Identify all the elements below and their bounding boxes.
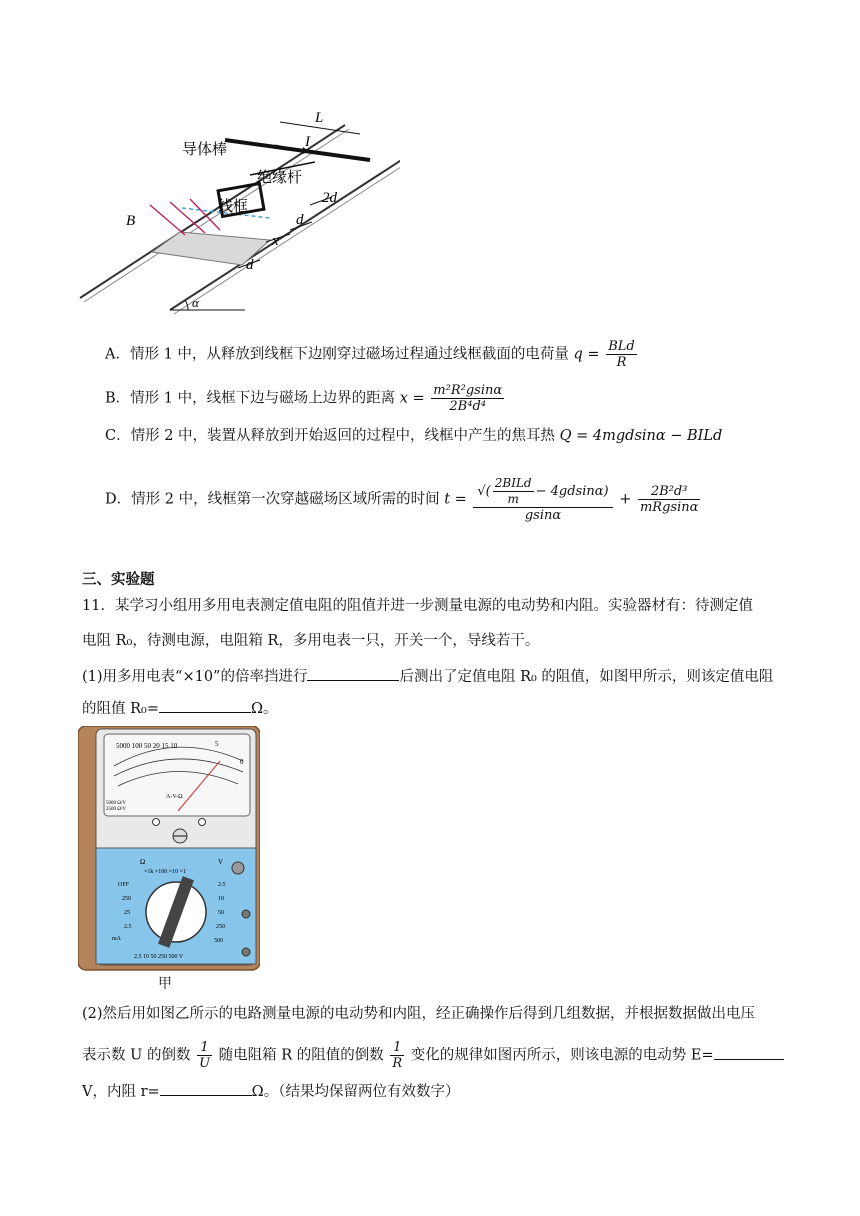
option-b-text: B．情形 1 中，线框下边与磁场上边界的距离	[105, 390, 396, 407]
q11-part1-line1	[82, 666, 773, 687]
label-i: I	[305, 134, 310, 150]
meter-off: OFF	[118, 882, 130, 888]
fraction-1-over-r	[390, 1040, 404, 1071]
option-d-fraction2	[638, 484, 700, 515]
label-d1: d	[296, 212, 304, 228]
meter-scale-five: 5	[215, 740, 219, 748]
blank-operation[interactable]	[307, 666, 399, 681]
section-title: 三、实验题	[82, 571, 155, 588]
blank-emf[interactable]	[714, 1045, 784, 1060]
option-c-formula: Q = 4mgdsinα − BILd	[559, 428, 723, 444]
meter-r10: 10	[218, 896, 224, 902]
meter-l250: 250	[122, 896, 131, 902]
option-b-numerator: m²R²gsinα	[433, 383, 503, 398]
label-2d: 2d	[322, 190, 337, 206]
q11-part2-line2	[82, 1040, 784, 1071]
multimeter-figure	[78, 726, 260, 974]
meter-scale-top: 5000 100 50 20 15 10	[116, 742, 178, 750]
option-a-text: A．情形 1 中，从释放到线框下边刚穿过磁场过程通过线框截面的电荷量	[105, 346, 569, 363]
option-a: A．情形 1 中，从释放到线框下边刚穿过磁场过程通过线框截面的电荷量 q = $\frac{\text{BLd}}{R}$	[105, 339, 635, 370]
option-b-var: x	[399, 390, 408, 407]
meter-r250: 250	[216, 924, 225, 930]
meter-bottom: 2.5 10 50 250 500 V	[134, 954, 184, 960]
label-x: x	[272, 233, 279, 249]
rails-figure	[70, 100, 400, 320]
meter-caption: 甲	[158, 975, 172, 991]
meter-l25: 25	[124, 910, 130, 916]
blank-internal-resistance[interactable]	[160, 1081, 252, 1096]
q11-part1-text-b: 后测出了定值电阻 R₀ 的阻值，如图甲所示，则该定值电阻	[399, 669, 774, 685]
q11-line1: 11．某学习小组用多用电表测定值电阻的阻值并进一步测量电源的电动势和内阻。实验器材有：待测定值	[82, 598, 753, 614]
frac1-den: U	[199, 1056, 211, 1071]
q11-part1-text-c: 的阻值 R₀=	[82, 701, 159, 717]
frac2-num: 1	[390, 1040, 404, 1056]
option-b-fraction	[431, 383, 504, 414]
option-d-var: t	[444, 491, 451, 508]
option-d-frac2-den: mRgsinα	[639, 500, 699, 515]
label-frame: 线框	[218, 199, 249, 215]
q11-part1-text-a: (1)用多用电表“×10”的倍率挡进行	[82, 669, 308, 685]
q11-part2-line3	[82, 1081, 459, 1102]
frac2-den: R	[392, 1056, 403, 1071]
option-a-denominator: R	[616, 355, 627, 370]
option-d-sqrt-tail: − 4gdsinα	[535, 484, 604, 499]
meter-mult: ×1k ×100 ×10 ×1	[144, 869, 187, 875]
option-a-fraction	[606, 339, 637, 370]
label-rod: 导体棒	[182, 142, 228, 158]
option-b-denominator: 2B⁴d⁴	[449, 399, 486, 414]
option-a-numerator: BLd	[608, 339, 635, 354]
q11-part2-text-a: 表示数 U 的倒数	[82, 1047, 191, 1064]
meter-omega: Ω	[140, 858, 146, 866]
label-d2: d	[246, 257, 254, 273]
meter-avo: A-V-Ω	[166, 794, 183, 800]
meter-v: V	[218, 858, 224, 866]
meter-r500: 500	[214, 938, 223, 944]
q11-part2-line1: (2)然后用如图乙所示的电路测量电源的电动势和内阻，经正确操作后得到几组数据，并根据数据做出电压	[82, 1006, 756, 1022]
label-b: B	[126, 213, 136, 229]
option-d-frac2-num: 2B²d³	[638, 484, 700, 500]
meter-note1: 5000 Ω/V	[106, 801, 126, 806]
q11-part2-text-d: V，内阻 r=	[82, 1084, 160, 1100]
label-alpha: α	[192, 295, 199, 310]
frac1-num: 1	[197, 1040, 212, 1056]
q11-part1-line2	[82, 698, 278, 719]
fraction-1-over-u	[197, 1040, 212, 1071]
q11-line2: 电阻 R₀，待测电源，电阻箱 R，多用电表一只，开关一个，导线若干。	[82, 633, 540, 649]
option-d-den1: gsinα	[524, 508, 562, 523]
option-a-var: q	[573, 346, 583, 363]
meter-l2-5: 2.5	[124, 924, 132, 930]
option-d-sqrt-den: m	[507, 492, 519, 506]
option-b: B．情形 1 中，线框下边与磁场上边界的距离 x = $\frac{\text{m²R²gsinα}}{\text{2B⁴d⁴}}$	[105, 383, 503, 414]
label-insulator: 绝缘杆	[257, 170, 303, 186]
option-d-text: D．情形 2 中，线框第一次穿越磁场区域所需的时间	[105, 491, 440, 508]
meter-note2: 2500 Ω/V	[106, 807, 126, 812]
q11-part2-text-e: Ω。（结果均保留两位有效数字）	[251, 1084, 460, 1100]
q11-part1-text-d: Ω。	[251, 701, 278, 717]
q11-part2-text-b: 随电阻箱 R 的阻值的倒数	[218, 1047, 384, 1064]
blank-r0[interactable]	[159, 698, 251, 713]
option-d-fraction1: √( $\frac{\text{2BILd}}{m}$ − 4gdsinα) gsinα	[473, 476, 612, 523]
meter-zero: 0	[240, 758, 244, 766]
label-l: L	[315, 110, 324, 126]
option-d-sqrt-num: 2BILd	[494, 476, 532, 490]
meter-ma: mA	[112, 936, 121, 942]
option-c	[105, 426, 722, 446]
meter-r2-5: 2.5	[218, 882, 226, 888]
option-c-text: C．情形 2 中，装置从释放到开始返回的过程中，线框中产生的焦耳热	[105, 428, 556, 444]
option-d: D．情形 2 中，线框第一次穿越磁场区域所需的时间 t = √( $\frac{\text{2BILd}}{m}$ − 4gdsinα) gsinα + $\frac{\text{2B²d³}}{\text{mRgsinα}}$	[105, 476, 699, 523]
q11-part2-text-c: 变化的规律如图丙所示，则该电源的电动势 E=	[410, 1047, 714, 1064]
meter-r50: 50	[218, 910, 224, 916]
